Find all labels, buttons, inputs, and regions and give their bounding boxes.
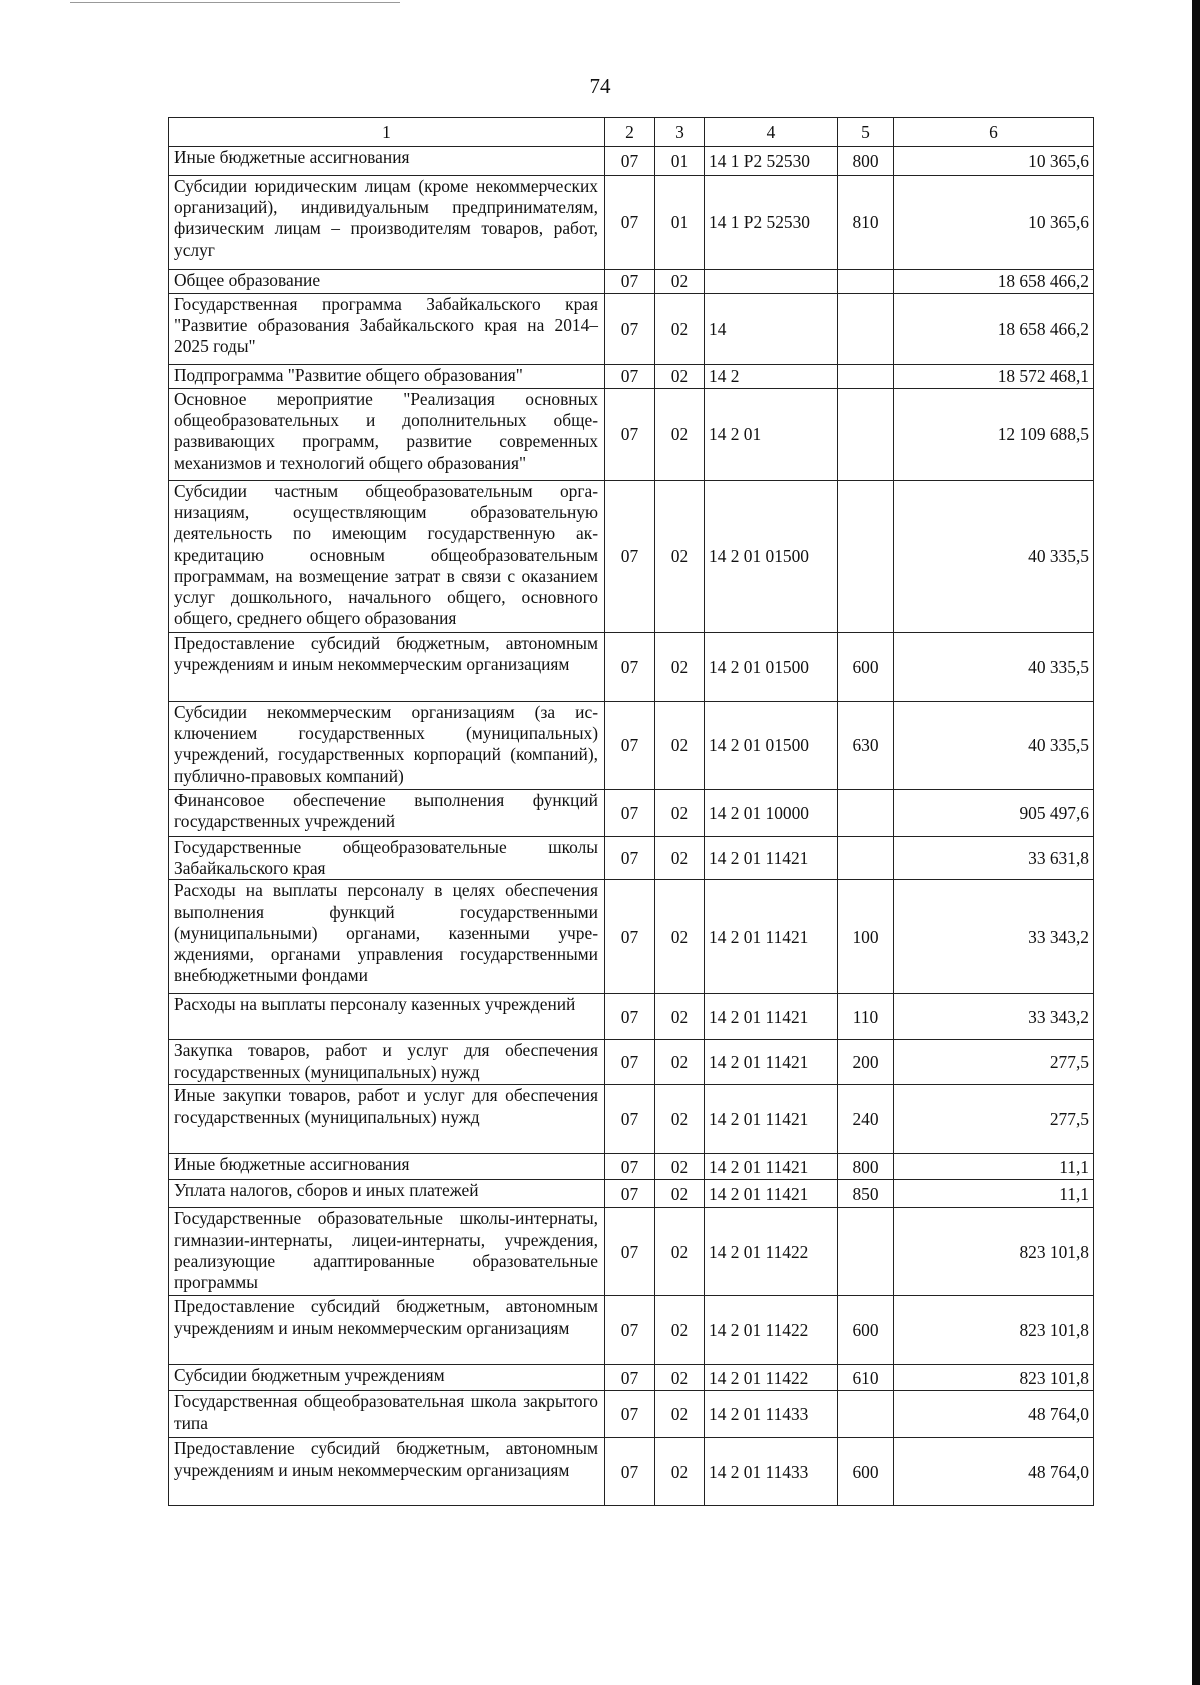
row-target-article-cell: 14 2 01 10000 (705, 790, 838, 837)
row-section-cell: 07 (605, 1040, 655, 1085)
row-name-cell: Иные закупки товаров, работ и услуг для обеспечения государственных (муниципальных) нужд (169, 1085, 605, 1154)
row-name-cell: Предоставление субсидий бюджетным, автономным учреждениям и иным некоммерческим организациям (169, 1438, 605, 1506)
row-name-cell: Закупка товаров, работ и услуг для обеспечения государственных (муниципальных) нужд (169, 1040, 605, 1085)
row-sum-cell: 40 335,5 (894, 702, 1094, 790)
row-section-cell: 07 (605, 1180, 655, 1208)
row-section-cell: 07 (605, 294, 655, 365)
row-target-article-cell: 14 2 01 11421 (705, 880, 838, 994)
row-section-cell: 07 (605, 270, 655, 294)
row-name-cell: Субсидии некоммерческим организациям (за исключением государственных (муниципальных) учреждений, государственных корпораций (компаний), публично-правовых компаний) (169, 702, 605, 790)
row-subsection-cell: 02 (655, 365, 705, 389)
row-section-cell: 07 (605, 880, 655, 994)
row-expense-type-cell: 600 (838, 633, 894, 702)
row-subsection-cell: 02 (655, 1391, 705, 1438)
row-expense-type-cell: 850 (838, 1180, 894, 1208)
header-cell-expense-type: 5 (838, 118, 894, 147)
row-sum-cell: 823 101,8 (894, 1296, 1094, 1365)
row-expense-type-cell: 110 (838, 994, 894, 1040)
table-row (169, 994, 1094, 1040)
scan-edge (1192, 0, 1200, 1685)
row-subsection-cell: 01 (655, 147, 705, 176)
header-cell-target-article: 4 (705, 118, 838, 147)
row-target-article-cell: 14 2 01 11421 (705, 1085, 838, 1154)
table-row (169, 1365, 1094, 1391)
row-section-cell: 07 (605, 1208, 655, 1296)
row-section-cell: 07 (605, 790, 655, 837)
row-subsection-cell: 02 (655, 1208, 705, 1296)
row-sum-cell: 40 335,5 (894, 481, 1094, 633)
table-row (169, 270, 1094, 294)
row-name-cell: Расходы на выплаты персоналу казенных учреждений (169, 994, 605, 1040)
row-target-article-cell: 14 1 Р2 52530 (705, 147, 838, 176)
row-sum-cell: 905 497,6 (894, 790, 1094, 837)
row-expense-type-cell: 240 (838, 1085, 894, 1154)
row-target-article-cell: 14 2 01 11421 (705, 1154, 838, 1180)
row-section-cell: 07 (605, 1085, 655, 1154)
row-subsection-cell: 02 (655, 1296, 705, 1365)
budget-table (168, 117, 1094, 1506)
row-sum-cell: 48 764,0 (894, 1438, 1094, 1506)
table-row (169, 147, 1094, 176)
table-row (169, 176, 1094, 270)
row-subsection-cell: 02 (655, 837, 705, 880)
header-cell-name: 1 (169, 118, 605, 147)
row-target-article-cell: 14 2 01 11421 (705, 837, 838, 880)
row-name-cell: Подпрограмма "Развитие общего образования" (169, 365, 605, 389)
row-expense-type-cell (838, 1391, 894, 1438)
row-section-cell: 07 (605, 1391, 655, 1438)
row-section-cell: 07 (605, 176, 655, 270)
row-section-cell: 07 (605, 702, 655, 790)
row-name-cell: Расходы на выплаты персоналу в целях обеспечения выполнения функций государственными (муниципальными) органами, казенными учреждениями, органами управления государственными внебюджетными фондами (169, 880, 605, 994)
table-row (169, 633, 1094, 702)
row-subsection-cell: 02 (655, 1438, 705, 1506)
row-subsection-cell: 02 (655, 790, 705, 837)
row-section-cell: 07 (605, 389, 655, 481)
row-expense-type-cell: 600 (838, 1438, 894, 1506)
row-target-article-cell: 14 2 01 11421 (705, 1040, 838, 1085)
header-cell-sum: 6 (894, 118, 1094, 147)
row-sum-cell: 18 658 466,2 (894, 294, 1094, 365)
row-expense-type-cell: 610 (838, 1365, 894, 1391)
row-expense-type-cell: 810 (838, 176, 894, 270)
table-row (169, 837, 1094, 880)
row-sum-cell: 10 365,6 (894, 176, 1094, 270)
row-name-cell: Иные бюджетные ассигнования (169, 1154, 605, 1180)
table-row (169, 880, 1094, 994)
row-expense-type-cell (838, 270, 894, 294)
row-target-article-cell: 14 2 01 11421 (705, 1180, 838, 1208)
row-subsection-cell: 02 (655, 294, 705, 365)
row-sum-cell: 40 335,5 (894, 633, 1094, 702)
row-sum-cell: 11,1 (894, 1154, 1094, 1180)
row-sum-cell: 277,5 (894, 1040, 1094, 1085)
row-section-cell: 07 (605, 837, 655, 880)
row-target-article-cell: 14 (705, 294, 838, 365)
row-subsection-cell: 02 (655, 1180, 705, 1208)
row-subsection-cell: 02 (655, 1085, 705, 1154)
row-name-cell: Субсидии юридическим лицам (кроме некоммерческих организаций), индивидуальным предпринимателям, физическим лицам – производителям товаров, работ, услуг (169, 176, 605, 270)
row-target-article-cell: 14 2 01 11433 (705, 1391, 838, 1438)
row-expense-type-cell (838, 389, 894, 481)
table-row (169, 1040, 1094, 1085)
row-subsection-cell: 02 (655, 481, 705, 633)
row-expense-type-cell (838, 1208, 894, 1296)
row-subsection-cell: 02 (655, 1040, 705, 1085)
row-subsection-cell: 02 (655, 702, 705, 790)
table-row (169, 1180, 1094, 1208)
row-name-cell: Основное мероприятие "Реализация основных общеобразовательных и дополнительных общеразвивающих программ, развитие современных механизмов и технологий общего образования" (169, 389, 605, 481)
row-expense-type-cell (838, 294, 894, 365)
row-sum-cell: 48 764,0 (894, 1391, 1094, 1438)
row-subsection-cell: 01 (655, 176, 705, 270)
row-name-cell: Государственные образовательные школы-интернаты, гимназии-интернаты, лицеи-интернаты, учреждения, реализующие адаптированные образовательные программы (169, 1208, 605, 1296)
row-sum-cell: 12 109 688,5 (894, 389, 1094, 481)
row-expense-type-cell (838, 481, 894, 633)
row-subsection-cell: 02 (655, 270, 705, 294)
row-sum-cell: 18 658 466,2 (894, 270, 1094, 294)
header-row (169, 118, 1094, 147)
row-subsection-cell: 02 (655, 994, 705, 1040)
row-name-cell: Государственная общеобразовательная школа закрытого типа (169, 1391, 605, 1438)
row-target-article-cell (705, 270, 838, 294)
row-subsection-cell: 02 (655, 880, 705, 994)
header-cell-section: 2 (605, 118, 655, 147)
row-sum-cell: 18 572 468,1 (894, 365, 1094, 389)
table-row (169, 1085, 1094, 1154)
row-name-cell: Предоставление субсидий бюджетным, автономным учреждениям и иным некоммерческим организациям (169, 1296, 605, 1365)
row-subsection-cell: 02 (655, 633, 705, 702)
row-target-article-cell: 14 2 01 11421 (705, 994, 838, 1040)
row-target-article-cell: 14 2 01 01500 (705, 481, 838, 633)
row-section-cell: 07 (605, 1296, 655, 1365)
row-section-cell: 07 (605, 994, 655, 1040)
header-cell-subsection: 3 (655, 118, 705, 147)
row-expense-type-cell (838, 365, 894, 389)
table-row (169, 1391, 1094, 1438)
row-target-article-cell: 14 2 01 11433 (705, 1438, 838, 1506)
row-subsection-cell: 02 (655, 1365, 705, 1391)
row-section-cell: 07 (605, 365, 655, 389)
table-row (169, 389, 1094, 481)
row-name-cell: Предоставление субсидий бюджетным, автономным учреждениям и иным некоммерческим организациям (169, 633, 605, 702)
row-target-article-cell: 14 2 01 (705, 389, 838, 481)
row-section-cell: 07 (605, 481, 655, 633)
row-section-cell: 07 (605, 633, 655, 702)
row-sum-cell: 823 101,8 (894, 1208, 1094, 1296)
table-row (169, 1208, 1094, 1296)
row-name-cell: Субсидии бюджетным учреждениям (169, 1365, 605, 1391)
row-name-cell: Иные бюджетные ассигнования (169, 147, 605, 176)
row-expense-type-cell: 800 (838, 1154, 894, 1180)
row-name-cell: Государственная программа Забайкальского края "Развитие образования Забайкальского края на 2014–2025 годы" (169, 294, 605, 365)
row-sum-cell: 277,5 (894, 1085, 1094, 1154)
row-section-cell: 07 (605, 147, 655, 176)
table-row (169, 1438, 1094, 1506)
row-sum-cell: 823 101,8 (894, 1365, 1094, 1391)
row-section-cell: 07 (605, 1438, 655, 1506)
table-row (169, 294, 1094, 365)
row-sum-cell: 11,1 (894, 1180, 1094, 1208)
row-name-cell: Субсидии частным общеобразовательным организациям, осуществляющим образовательную деятельность по имеющим государственную аккредитацию основным общеобразовательным программам, на возмещение затрат в связи с оказанием услуг дошкольного, начального общего, основного общего, среднего общего образования (169, 481, 605, 633)
row-name-cell: Уплата налогов, сборов и иных платежей (169, 1180, 605, 1208)
row-expense-type-cell: 200 (838, 1040, 894, 1085)
row-expense-type-cell: 100 (838, 880, 894, 994)
row-sum-cell: 33 343,2 (894, 994, 1094, 1040)
row-target-article-cell: 14 1 Р2 52530 (705, 176, 838, 270)
row-expense-type-cell: 600 (838, 1296, 894, 1365)
table-row (169, 365, 1094, 389)
row-section-cell: 07 (605, 1365, 655, 1391)
table-row (169, 481, 1094, 633)
row-target-article-cell: 14 2 (705, 365, 838, 389)
table-row (169, 1154, 1094, 1180)
row-subsection-cell: 02 (655, 389, 705, 481)
table-row (169, 1296, 1094, 1365)
row-target-article-cell: 14 2 01 11422 (705, 1208, 838, 1296)
row-name-cell: Государственные общеобразовательные школы Забайкальского края (169, 837, 605, 880)
row-name-cell: Общее образование (169, 270, 605, 294)
row-expense-type-cell (838, 790, 894, 837)
row-expense-type-cell: 800 (838, 147, 894, 176)
row-sum-cell: 33 343,2 (894, 880, 1094, 994)
row-expense-type-cell (838, 837, 894, 880)
row-target-article-cell: 14 2 01 11422 (705, 1365, 838, 1391)
row-target-article-cell: 14 2 01 01500 (705, 633, 838, 702)
table-body (169, 118, 1094, 1506)
row-target-article-cell: 14 2 01 01500 (705, 702, 838, 790)
table-row (169, 702, 1094, 790)
scan-artifact-line (70, 2, 400, 3)
row-name-cell: Финансовое обеспечение выполнения функций государственных учреждений (169, 790, 605, 837)
row-target-article-cell: 14 2 01 11422 (705, 1296, 838, 1365)
row-section-cell: 07 (605, 1154, 655, 1180)
row-sum-cell: 33 631,8 (894, 837, 1094, 880)
row-sum-cell: 10 365,6 (894, 147, 1094, 176)
row-subsection-cell: 02 (655, 1154, 705, 1180)
table-row (169, 790, 1094, 837)
row-expense-type-cell: 630 (838, 702, 894, 790)
page-number: 74 (589, 74, 611, 98)
